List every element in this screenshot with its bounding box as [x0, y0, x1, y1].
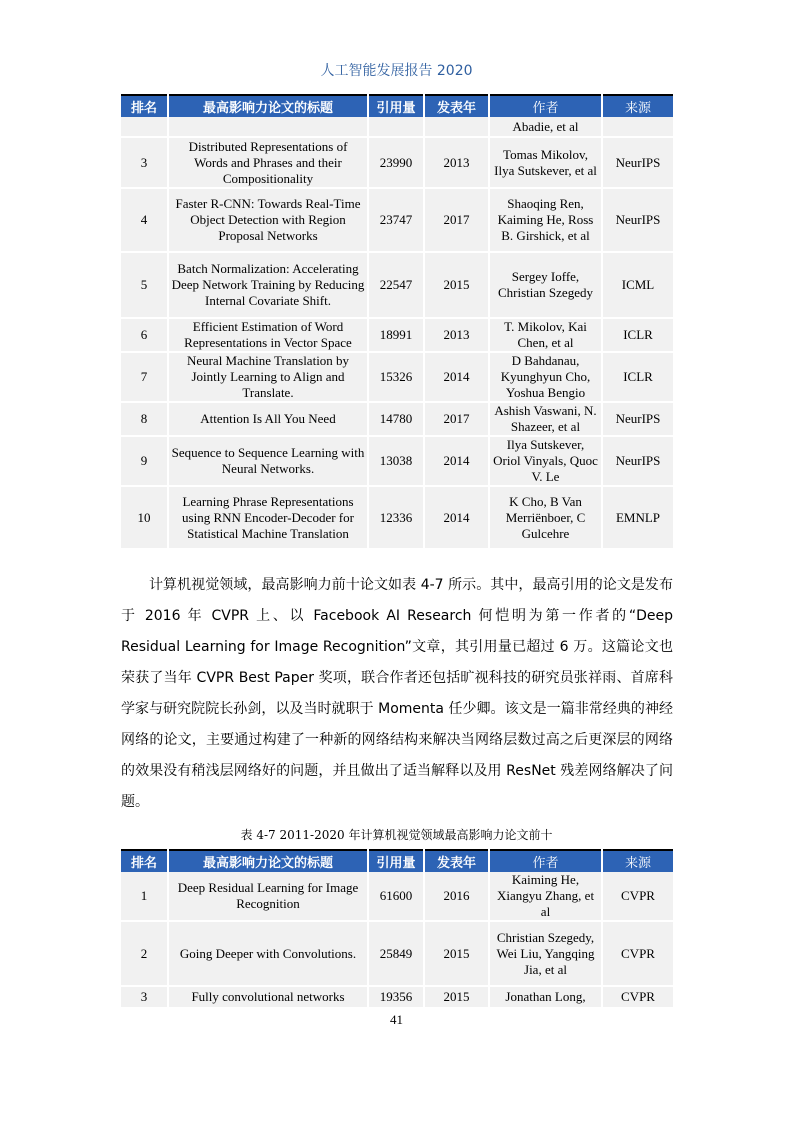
col-header-rank: 排名 [121, 850, 168, 872]
col-header-source: 来源 [602, 850, 673, 872]
page-number: 41 [390, 1012, 403, 1027]
table-row [121, 402, 673, 436]
cell-year: 2015 [424, 252, 489, 318]
cell-citations [368, 117, 424, 137]
cell-year: 2017 [424, 188, 489, 252]
cell-title: Learning Phrase Representations using RNN Encoder-Decoder for Statistical Machine Translation [168, 486, 368, 549]
cell-year: 2015 [424, 921, 489, 986]
table-row [121, 188, 673, 252]
table-row [121, 117, 673, 137]
cell-year: 2013 [424, 137, 489, 188]
cell-year: 2014 [424, 352, 489, 402]
cell-rank: 10 [121, 486, 168, 549]
table-row [121, 318, 673, 352]
col-header-year: 发表年 [424, 95, 489, 117]
cell-source: NeurIPS [602, 436, 673, 486]
cell-title: Going Deeper with Convolutions. [168, 921, 368, 986]
col-header-citations: 引用量 [368, 95, 424, 117]
cell-authors: D Bahdanau, Kyunghyun Cho, Yoshua Bengio [489, 352, 602, 402]
cell-rank: 1 [121, 872, 168, 921]
cell-rank: 5 [121, 252, 168, 318]
table-row [121, 486, 673, 549]
cell-source: CVPR [602, 872, 673, 921]
table-row [121, 921, 673, 986]
cell-year: 2014 [424, 436, 489, 486]
cell-source: CVPR [602, 921, 673, 986]
col-header-authors: 作者 [489, 850, 602, 872]
cell-rank: 3 [121, 137, 168, 188]
cell-citations: 23747 [368, 188, 424, 252]
table-row [121, 352, 673, 402]
cell-title: Sequence to Sequence Learning with Neural Networks. [168, 436, 368, 486]
cell-citations: 25849 [368, 921, 424, 986]
cell-rank: 7 [121, 352, 168, 402]
cell-title: Efficient Estimation of Word Representations in Vector Space [168, 318, 368, 352]
table-row [121, 436, 673, 486]
cell-year: 2016 [424, 872, 489, 921]
cell-year [424, 117, 489, 137]
cell-source [602, 117, 673, 137]
cell-rank: 2 [121, 921, 168, 986]
body-paragraph [121, 570, 673, 818]
cell-title: Deep Residual Learning for Image Recognition [168, 872, 368, 921]
table-row [121, 872, 673, 921]
col-header-year: 发表年 [424, 850, 489, 872]
cell-rank: 9 [121, 436, 168, 486]
cell-rank: 4 [121, 188, 168, 252]
cell-source: ICML [602, 252, 673, 318]
cell-source: ICLR [602, 318, 673, 352]
cell-authors: Christian Szegedy, Wei Liu, Yangqing Jia, et al [489, 921, 602, 986]
nlp-papers-table [121, 94, 673, 550]
cell-authors: Abadie, et al [489, 117, 602, 137]
cell-citations: 61600 [368, 872, 424, 921]
cell-authors: Shaoqing Ren, Kaiming He, Ross B. Girshick, et al [489, 188, 602, 252]
cell-year: 2014 [424, 486, 489, 549]
cell-source: EMNLP [602, 486, 673, 549]
cell-authors: Sergey Ioffe, Christian Szegedy [489, 252, 602, 318]
cell-citations: 12336 [368, 486, 424, 549]
cell-rank [121, 117, 168, 137]
cell-authors: Jonathan Long, [489, 986, 602, 1008]
table-caption: 表 4-7 2011-2020 年计算机视觉领域最高影响力论文前十 [240, 828, 553, 842]
cell-citations: 13038 [368, 436, 424, 486]
col-header-citations: 引用量 [368, 850, 424, 872]
cell-year: 2017 [424, 402, 489, 436]
col-header-title: 最高影响力论文的标题 [168, 95, 368, 117]
cell-authors: K Cho, B Van Merriënboer, C Gulcehre [489, 486, 602, 549]
cell-rank: 6 [121, 318, 168, 352]
cell-citations: 15326 [368, 352, 424, 402]
cell-authors: Kaiming He, Xiangyu Zhang, et al [489, 872, 602, 921]
cell-citations: 23990 [368, 137, 424, 188]
cell-citations: 22547 [368, 252, 424, 318]
cell-title: Faster R-CNN: Towards Real-Time Object Detection with Region Proposal Networks [168, 188, 368, 252]
table-header-row [121, 95, 673, 117]
table-row [121, 137, 673, 188]
cell-title: Distributed Representations of Words and Phrases and their Compositionality [168, 137, 368, 188]
cell-authors: Ashish Vaswani, N. Shazeer, et al [489, 402, 602, 436]
col-header-source: 来源 [602, 95, 673, 117]
cell-authors: Tomas Mikolov, Ilya Sutskever, et al [489, 137, 602, 188]
cell-citations: 19356 [368, 986, 424, 1008]
cell-source: NeurIPS [602, 137, 673, 188]
cell-title: Batch Normalization: Accelerating Deep Network Training by Reducing Internal Covariate Shift. [168, 252, 368, 318]
table-row [121, 252, 673, 318]
cell-title: Neural Machine Translation by Jointly Learning to Align and Translate. [168, 352, 368, 402]
cell-source: ICLR [602, 352, 673, 402]
col-header-authors: 作者 [489, 95, 602, 117]
table-header-row [121, 850, 673, 872]
paragraph-text: 计算机视觉领域，最高影响力前十论文如表 4-7 所示。其中，最高引用的论文是发布于 2016 年 CVPR 上、以 Facebook AI Research 何恺明为第一作者的“Deep Residual Learning for Image Recognition”文章，其引用量已超过 6 万。这篇论文也荣获了当年 CVPR Best Paper 奖项，联合作者还包括旷视科技的研究员张祥雨、首席科学家与研究院院长孙剑，以及当时就职于 Momenta 任少卿。该文是一篇非常经典的神经网络的论文，主要通过构建了一种新的网络结构来解决当网络层数过高之后更深层的网络的效果没有稍浅层网络好的问题，并且做出了适当解释以及用 ResNet 残差网络解决了问题。 [121, 577, 673, 810]
cv-papers-table [121, 849, 673, 1009]
cell-rank: 8 [121, 402, 168, 436]
cell-authors: T. Mikolov, Kai Chen, et al [489, 318, 602, 352]
cell-title [168, 117, 368, 137]
col-header-title: 最高影响力论文的标题 [168, 850, 368, 872]
cell-title: Fully convolutional networks [168, 986, 368, 1008]
cell-source: NeurIPS [602, 188, 673, 252]
col-header-rank: 排名 [121, 95, 168, 117]
cell-source: CVPR [602, 986, 673, 1008]
report-header: 人工智能发展报告 2020 [320, 63, 473, 79]
cell-year: 2015 [424, 986, 489, 1008]
cell-citations: 18991 [368, 318, 424, 352]
cell-source: NeurIPS [602, 402, 673, 436]
cell-rank: 3 [121, 986, 168, 1008]
cell-authors: Ilya Sutskever, Oriol Vinyals, Quoc V. Le [489, 436, 602, 486]
table-row [121, 986, 673, 1008]
cell-title: Attention Is All You Need [168, 402, 368, 436]
cell-year: 2013 [424, 318, 489, 352]
cell-citations: 14780 [368, 402, 424, 436]
